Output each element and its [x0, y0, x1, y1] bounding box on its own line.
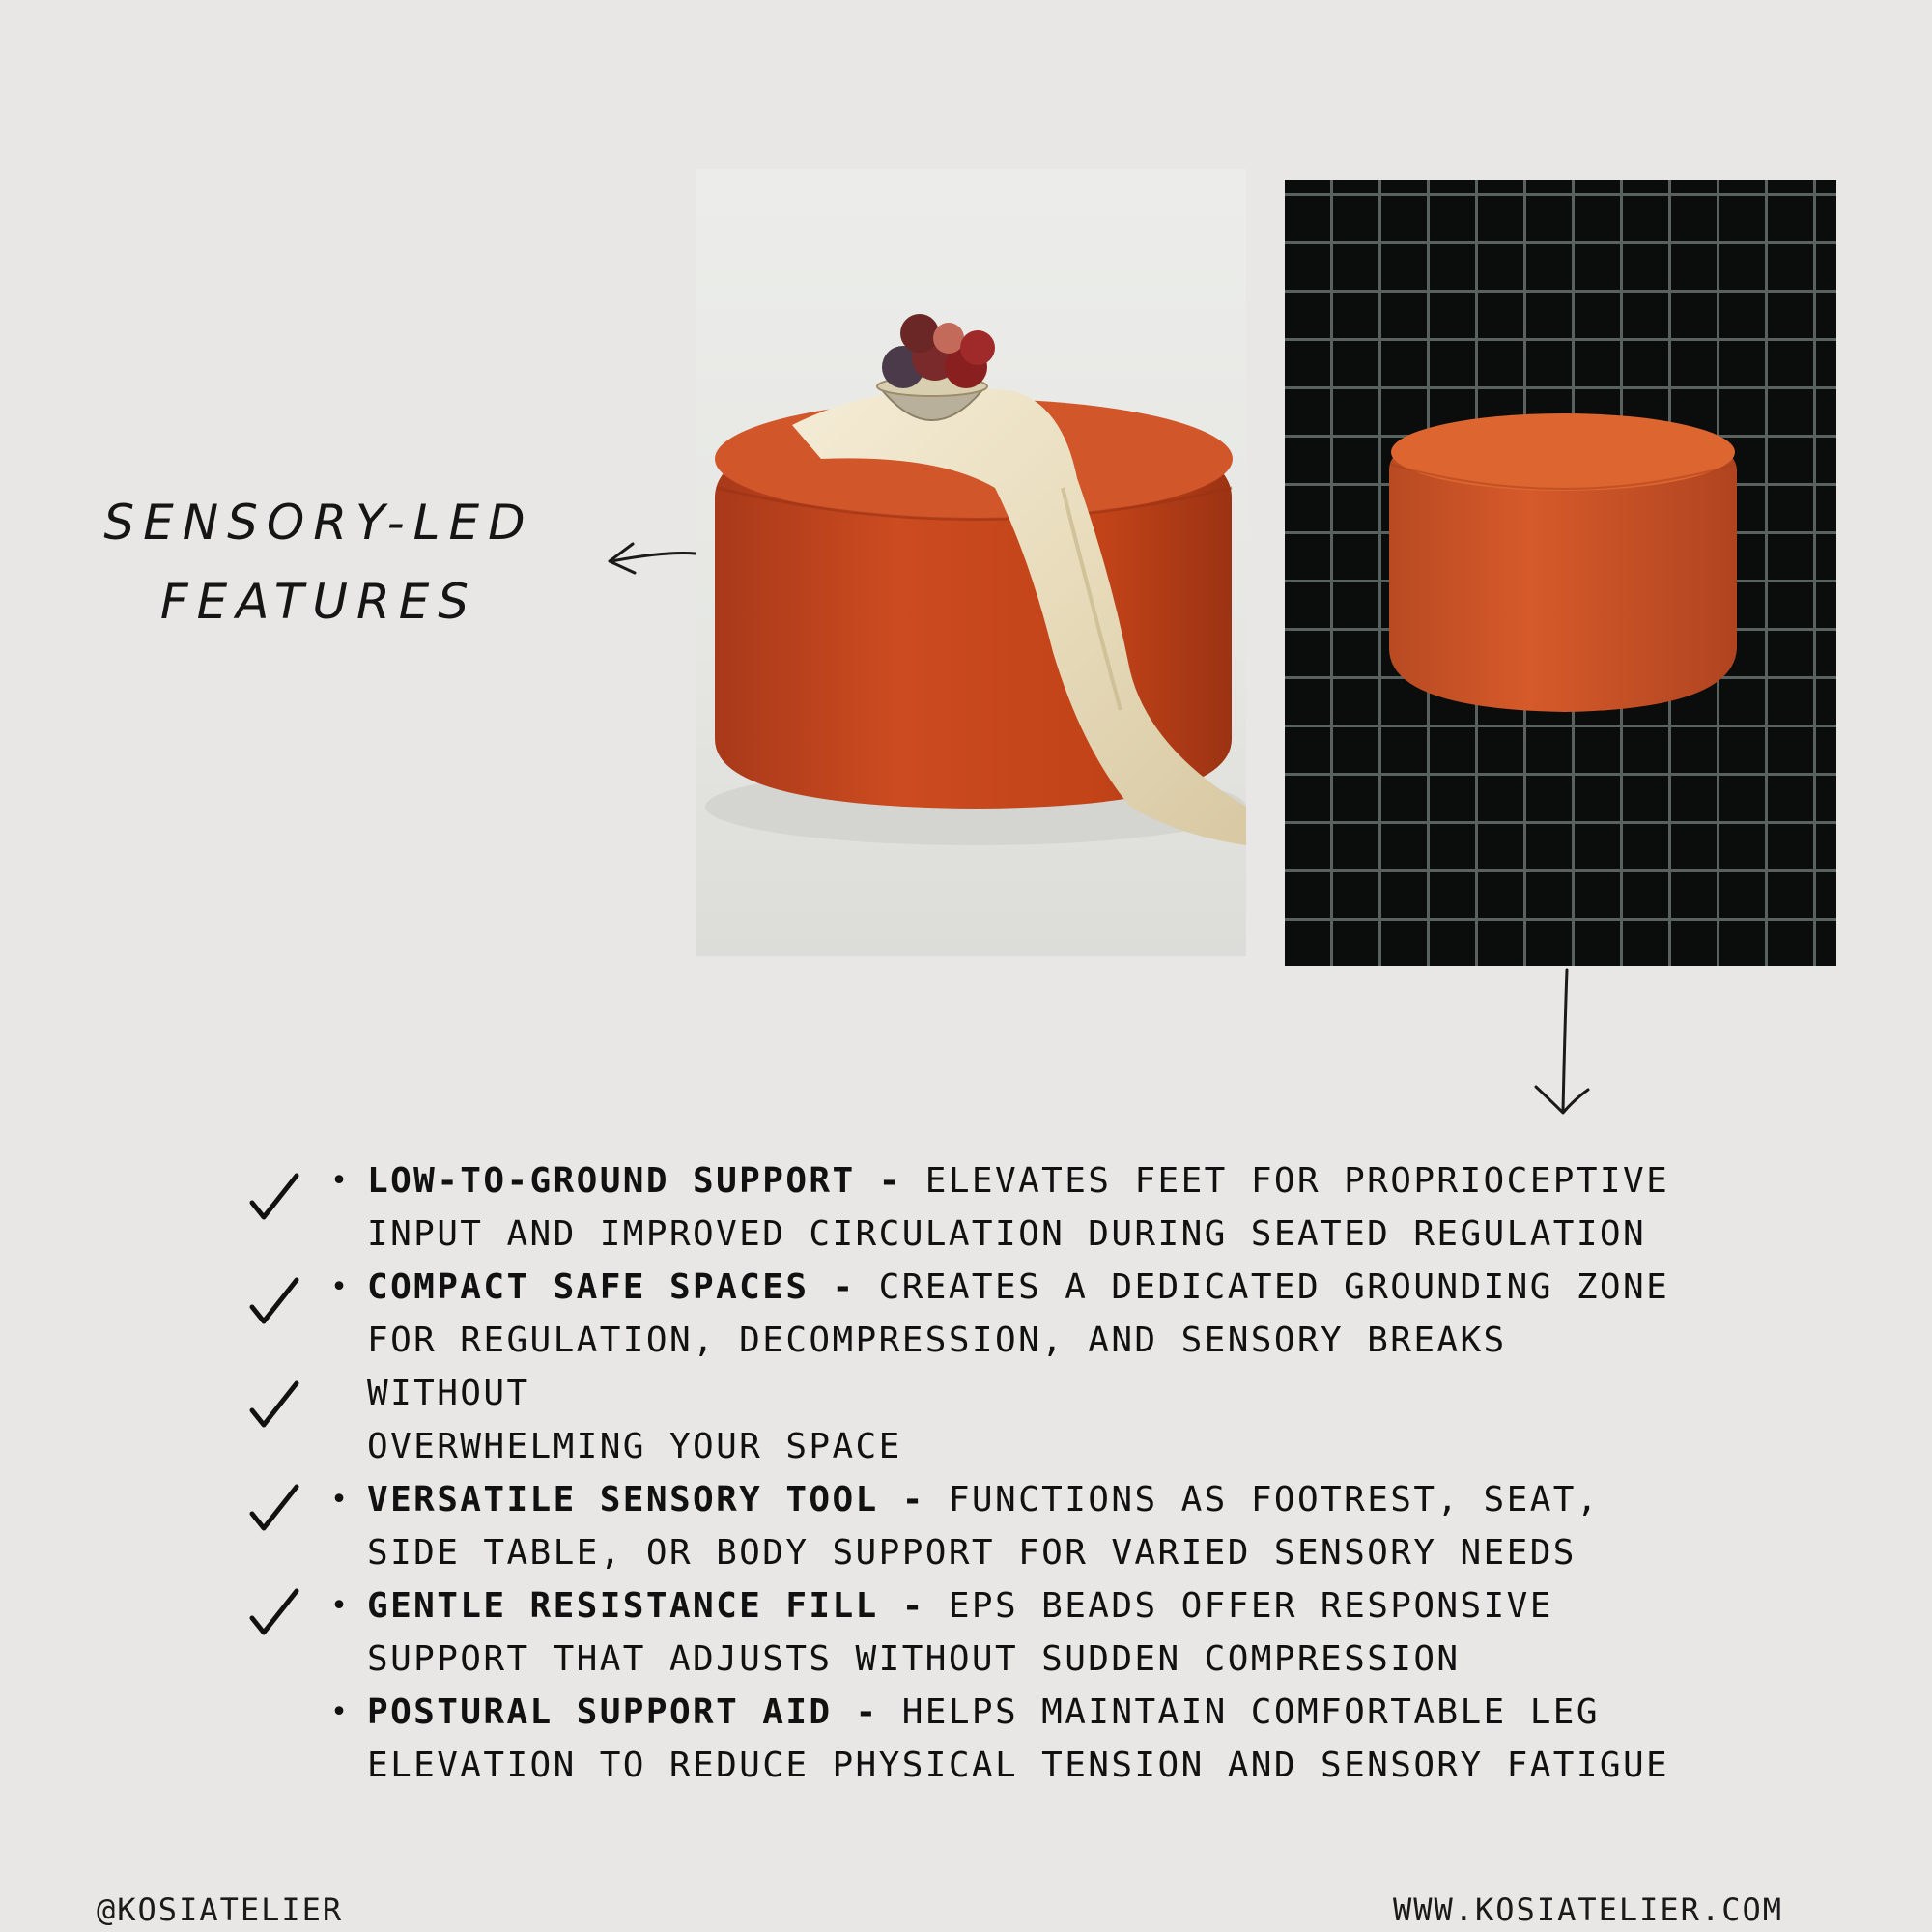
feature-item — [242, 1154, 1690, 1261]
feature-title: COMPACT SAFE SPACES - — [367, 1267, 856, 1307]
feature-title: VERSATILE SENSORY TOOL - — [367, 1480, 925, 1520]
feature-desc: INPUT AND IMPROVED CIRCULATION DURING SEATED REGULATION — [367, 1214, 1647, 1254]
feature-item — [242, 1261, 1690, 1473]
feature-desc: EPS BEADS OFFER RESPONSIVE — [948, 1586, 1553, 1626]
bullet: • — [330, 1589, 349, 1623]
feature-desc: SIDE TABLE, OR BODY SUPPORT FOR VARIED SENSORY NEEDS — [367, 1533, 1577, 1573]
feature-item — [242, 1473, 1690, 1579]
feature-line — [367, 1261, 1690, 1314]
feature-desc: OVERWHELMING YOUR SPACE — [367, 1427, 902, 1466]
feature-desc: ELEVATES FEET FOR PROPRIOCEPTIVE — [924, 1161, 1670, 1201]
ottoman-photo-grid — [1285, 180, 1836, 966]
feature-item — [242, 1579, 1690, 1686]
feature-item — [242, 1686, 1690, 1792]
arrow-left-icon — [604, 536, 700, 580]
heading-line-1: SENSORY-LED — [103, 495, 534, 551]
feature-desc: CREATES A DEDICATED GROUNDING ZONE — [878, 1267, 1670, 1307]
feature-desc: ELEVATION TO REDUCE PHYSICAL TENSION AND SENSORY FATIGUE — [367, 1746, 1670, 1785]
ottoman-photo-styled — [696, 169, 1246, 956]
feature-title: GENTLE RESISTANCE FILL - — [367, 1586, 925, 1626]
feature-line — [367, 1579, 1690, 1633]
footer-website[interactable]: WWW.KOSIATELIER.COM — [1392, 1891, 1783, 1928]
bullet: • — [330, 1695, 349, 1729]
feature-title: POSTURAL SUPPORT AID - — [367, 1692, 879, 1732]
bullet: • — [330, 1483, 349, 1517]
bullet: • — [330, 1164, 349, 1198]
feature-desc: FUNCTIONS AS FOOTREST, SEAT, — [948, 1480, 1600, 1520]
heading-line-2: FEATURES — [159, 574, 478, 630]
arrow-down-icon — [1528, 966, 1596, 1121]
footer-handle[interactable]: @KOSIATELIER — [97, 1891, 344, 1928]
feature-line — [367, 1686, 1690, 1739]
feature-desc: HELPS MAINTAIN COMFORTABLE LEG — [901, 1692, 1600, 1732]
section-heading — [92, 483, 546, 641]
feature-list — [242, 1154, 1690, 1792]
ottoman-illustration — [696, 169, 1246, 956]
feature-title: LOW-TO-GROUND SUPPORT - — [367, 1161, 902, 1201]
feature-desc: FOR REGULATION, DECOMPRESSION, AND SENSORY BREAKS WITHOUT — [367, 1321, 1507, 1413]
bullet: • — [330, 1270, 349, 1304]
feature-line — [367, 1473, 1690, 1526]
feature-line — [367, 1154, 1690, 1208]
feature-desc: SUPPORT THAT ADJUSTS WITHOUT SUDDEN COMPRESSION — [367, 1639, 1461, 1679]
ottoman-product — [1285, 180, 1836, 966]
